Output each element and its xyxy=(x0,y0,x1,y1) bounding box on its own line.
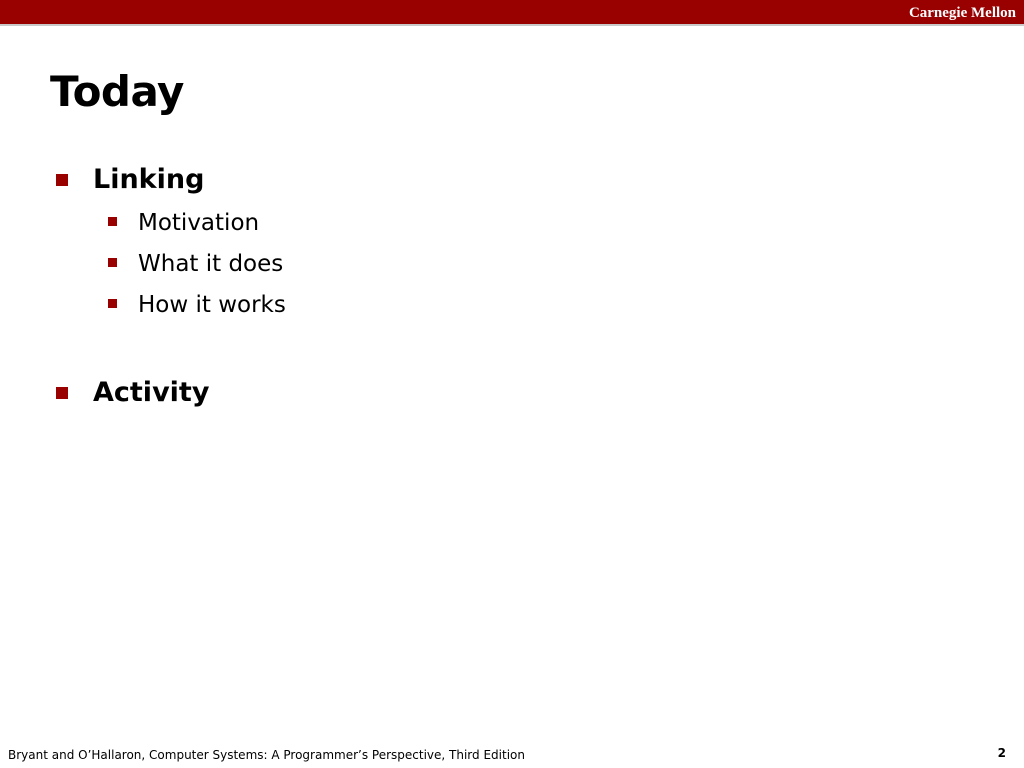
square-subbullet-icon xyxy=(108,299,117,308)
square-subbullet-icon xyxy=(108,258,117,267)
square-bullet-icon xyxy=(56,387,68,399)
institution-name: Carnegie Mellon xyxy=(908,5,1016,21)
footer-citation: Bryant and O’Hallaron, Computer Systems: A Programmer’s Perspective, Third Edition xyxy=(8,748,525,762)
page-number: 2 xyxy=(997,746,1006,760)
bullet-label: Activity xyxy=(93,376,210,408)
bullet-item-activity xyxy=(56,375,209,409)
bullet-item-linking xyxy=(56,162,204,196)
square-subbullet-icon xyxy=(108,217,117,226)
square-bullet-icon xyxy=(56,174,68,186)
subbullet-item-how-it-works xyxy=(108,290,286,320)
slide-title: Today xyxy=(50,67,184,116)
subbullet-label: Motivation xyxy=(138,210,260,236)
subbullet-item-motivation xyxy=(108,208,259,238)
subbullet-label: How it works xyxy=(138,292,286,318)
bullet-label: Linking xyxy=(93,163,205,195)
subbullet-item-what-it-does xyxy=(108,249,283,279)
subbullet-label: What it does xyxy=(138,251,284,277)
